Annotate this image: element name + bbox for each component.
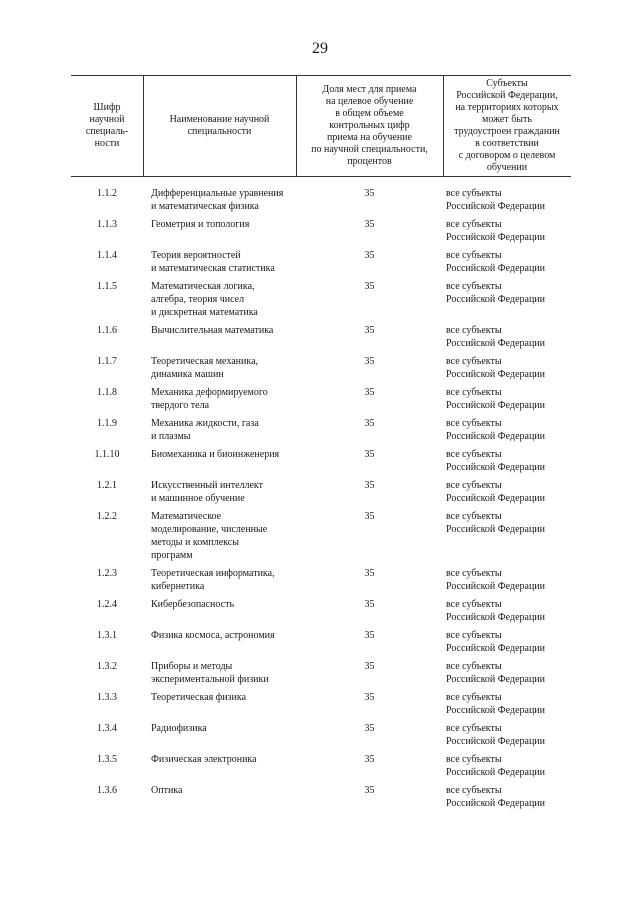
header-code: Шифр научной специаль- ности: [85, 101, 129, 149]
table-row: [0, 784, 640, 815]
row-subjects: все субъекты Российской Федерации: [446, 511, 546, 535]
row-share: 35: [364, 480, 375, 491]
row-subjects: все субъекты Российской Федерации: [446, 785, 546, 809]
table-row: [0, 722, 640, 753]
row-subjects: все субъекты Российской Федерации: [446, 599, 546, 623]
row-code: 1.1.7: [97, 356, 117, 367]
row-code: 1.3.2: [97, 661, 117, 672]
row-name: Приборы и методы экспериментальной физики: [151, 661, 269, 685]
table-row: [0, 567, 640, 598]
row-name: Геометрия и топология: [151, 219, 250, 230]
row-code: 1.2.1: [97, 480, 117, 491]
row-name: Теория вероятностей и математическая статистика: [151, 250, 275, 274]
header-bottom-border: [71, 176, 571, 177]
row-name: Механика жидкости, газа и плазмы: [151, 418, 259, 442]
table-row: [0, 479, 640, 510]
row-share: 35: [364, 219, 375, 230]
row-share: 35: [364, 630, 375, 641]
row-code: 1.1.3: [97, 219, 117, 230]
page-number: 29: [312, 40, 328, 57]
row-name: Механика деформируемого твердого тела: [151, 387, 268, 411]
table-row: [0, 691, 640, 722]
row-name: Физика космоса, астрономия: [151, 630, 275, 641]
table-row: [0, 448, 640, 479]
row-subjects: все субъекты Российской Федерации: [446, 480, 546, 504]
header-specialty-name: Наименование научной специальности: [169, 113, 270, 137]
row-subjects: все субъекты Российской Федерации: [446, 723, 546, 747]
row-subjects: все субъекты Российской Федерации: [446, 692, 546, 716]
row-code: 1.1.6: [97, 325, 117, 336]
row-subjects: все субъекты Российской Федерации: [446, 568, 546, 592]
row-subjects: все субъекты Российской Федерации: [446, 188, 546, 212]
table-row: [0, 386, 640, 417]
row-name: Теоретическая информатика, кибернетика: [151, 568, 275, 592]
row-share: 35: [364, 387, 375, 398]
row-subjects: все субъекты Российской Федерации: [446, 356, 546, 380]
row-name: Радиофизика: [151, 723, 207, 734]
table-row: [0, 324, 640, 355]
row-code: 1.3.5: [97, 754, 117, 765]
header-subjects: Субъекты Российской Федерации, на территориях которых может быть трудоустроен гражданин в соответствии с договором о целевом обучении: [454, 77, 560, 173]
row-code: 1.1.5: [97, 281, 117, 292]
row-name: Вычислительная математика: [151, 325, 274, 336]
table-row: [0, 249, 640, 280]
row-subjects: все субъекты Российской Федерации: [446, 630, 546, 654]
row-share: 35: [364, 723, 375, 734]
row-name: Кибербезопасность: [151, 599, 235, 610]
row-share: 35: [364, 511, 375, 522]
row-share: 35: [364, 418, 375, 429]
row-share: 35: [364, 188, 375, 199]
row-subjects: все субъекты Российской Федерации: [446, 661, 546, 685]
row-name: Искусственный интеллект и машинное обучение: [151, 480, 264, 504]
row-share: 35: [364, 754, 375, 765]
row-code: 1.3.4: [97, 723, 117, 734]
row-share: 35: [364, 325, 375, 336]
row-name: Теоретическая физика: [151, 692, 247, 703]
row-code: 1.3.6: [97, 785, 117, 796]
row-share: 35: [364, 692, 375, 703]
row-share: 35: [364, 356, 375, 367]
table-row: [0, 598, 640, 629]
row-subjects: все субъекты Российской Федерации: [446, 418, 546, 442]
row-code: 1.3.1: [97, 630, 117, 641]
row-code: 1.1.4: [97, 250, 117, 261]
row-name: Математическое моделирование, численные методы и комплексы программ: [151, 511, 268, 561]
table-row: [0, 510, 640, 567]
header-share: Доля мест для приема на целевое обучение в общем объеме контрольных цифр приема на обучение по научной специальности, процентов: [311, 83, 428, 167]
table-body: [0, 187, 640, 815]
row-name: Дифференциальные уравнения и математическая физика: [151, 188, 284, 212]
row-name: Оптика: [151, 785, 183, 796]
row-share: 35: [364, 250, 375, 261]
table-row: [0, 417, 640, 448]
row-subjects: все субъекты Российской Федерации: [446, 449, 546, 473]
row-subjects: все субъекты Российской Федерации: [446, 250, 546, 274]
row-code: 1.1.2: [97, 188, 117, 199]
row-subjects: все субъекты Российской Федерации: [446, 219, 546, 243]
row-share: 35: [364, 661, 375, 672]
row-name: Теоретическая механика, динамика машин: [151, 356, 259, 380]
table-row: [0, 753, 640, 784]
table-row: [0, 355, 640, 386]
row-code: 1.1.10: [94, 449, 120, 460]
row-subjects: все субъекты Российской Федерации: [446, 387, 546, 411]
row-subjects: все субъекты Российской Федерации: [446, 281, 546, 305]
row-name: Физическая электроника: [151, 754, 257, 765]
row-share: 35: [364, 785, 375, 796]
row-code: 1.2.3: [97, 568, 117, 579]
row-share: 35: [364, 281, 375, 292]
table-row: [0, 660, 640, 691]
row-code: 1.3.3: [97, 692, 117, 703]
row-code: 1.1.9: [97, 418, 117, 429]
table-row: [0, 187, 640, 218]
row-code: 1.2.4: [97, 599, 117, 610]
row-share: 35: [364, 599, 375, 610]
row-share: 35: [364, 568, 375, 579]
table-row: [0, 629, 640, 660]
row-code: 1.1.8: [97, 387, 117, 398]
row-subjects: все субъекты Российской Федерации: [446, 754, 546, 778]
row-name: Математическая логика, алгебра, теория чисел и дискретная математика: [151, 281, 258, 318]
table-row: [0, 280, 640, 324]
row-subjects: все субъекты Российской Федерации: [446, 325, 546, 349]
table-row: [0, 218, 640, 249]
row-name: Биомеханика и биоинженерия: [151, 449, 280, 460]
row-code: 1.2.2: [97, 511, 117, 522]
row-share: 35: [364, 449, 375, 460]
